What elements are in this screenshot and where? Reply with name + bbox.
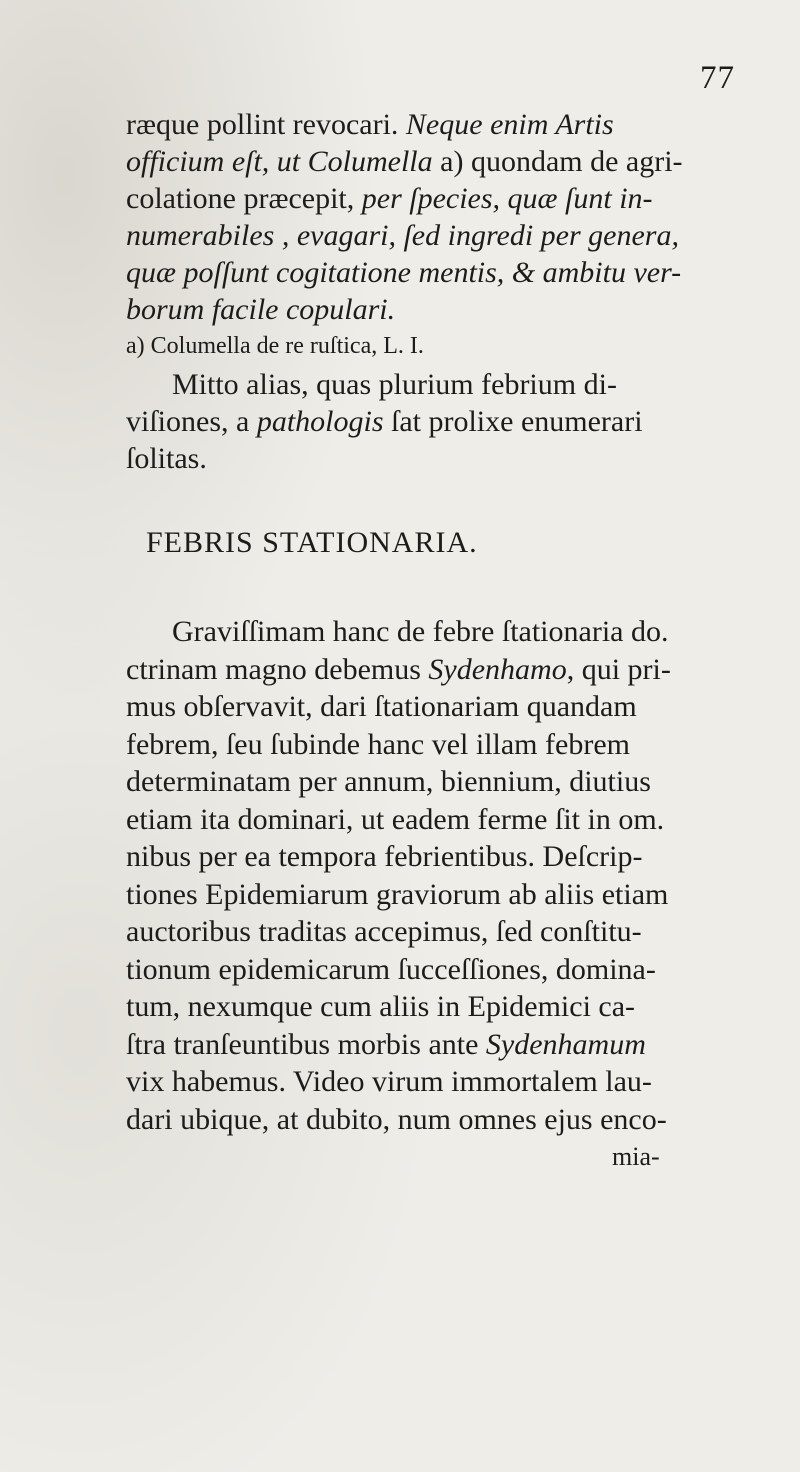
text-span: a) quondam de agri-	[432, 145, 683, 178]
text-span: ctrinam magno debemus	[126, 652, 429, 686]
text-line	[126, 1026, 756, 1064]
text-line	[126, 180, 756, 217]
text-line: determinatam per annum, biennium, diutius	[126, 765, 651, 798]
text-line: nibus per ea tempora febrientibus. Deſcrip-	[126, 840, 643, 873]
text-line: tiones Epidemiarum graviorum ab aliis etiam	[126, 877, 669, 911]
text-line: Mitto alias, quas plurium febrium di-	[172, 368, 617, 401]
italic-span: pathologis	[256, 405, 384, 438]
text-line	[126, 254, 756, 291]
text-line: Graviſſimam hanc de febre ſtationaria do.	[172, 615, 669, 648]
text-line: tum, nexumque cum aliis in Epidemici ca-	[126, 990, 636, 1023]
italic-span: officium eſt, ut Columella	[126, 145, 433, 178]
italic-span: per ſpecies, quæ ſunt in-	[361, 182, 653, 215]
text-line: ſolitas.	[126, 442, 207, 475]
italic-span: numerabiles , evagari, ſed ingredi per genera,	[126, 219, 679, 252]
text-line: etiam ita dominari, ut eadem ferme ſit in om.	[126, 802, 665, 836]
text-line	[126, 143, 756, 180]
text-line: auctoribus traditas accepimus, ſed conſtitu-	[126, 915, 642, 948]
footnote: a) Columella de re ruſtica, L. I.	[126, 333, 424, 359]
text-span: viſiones, a	[126, 405, 257, 438]
italic-span: borum facile copulari.	[126, 293, 396, 326]
page-number: 77	[700, 60, 735, 96]
italic-span: Sydenhamo	[428, 652, 567, 686]
text-span: ſat prolixe enumerari	[383, 405, 643, 438]
italic-span: quæ poſſunt cogitatione mentis, & ambitu ver-	[126, 256, 682, 289]
text-line: mus obſervavit, dari ſtationariam quandam	[126, 690, 637, 723]
text-line: tionum epidemicarum ſucceſſiones, domina-	[126, 952, 656, 986]
text-line	[126, 291, 756, 328]
text-line: dari ubique, at dubito, num omnes ejus enco-	[126, 1102, 667, 1136]
text-line	[126, 403, 756, 440]
text-line	[126, 651, 756, 689]
text-line	[126, 106, 756, 143]
text-span: , qui pri-	[566, 652, 671, 686]
text-span: ſtra tranſeuntibus morbis ante	[126, 1027, 486, 1061]
text-block	[126, 106, 756, 1175]
text-span: colatione præcepit,	[126, 182, 362, 215]
text-line: vix habemus. Video virum immortalem lau-	[126, 1065, 652, 1098]
text-span: ræque pollint revocari.	[126, 108, 406, 141]
text-line: febrem, ſeu ſubinde hanc vel illam febrem	[126, 727, 630, 761]
section-heading: FEBRIS STATIONARIA.	[146, 526, 478, 559]
italic-span: Sydenhamum	[485, 1027, 646, 1061]
catchword: mia-	[612, 1142, 660, 1171]
body-paragraph	[126, 613, 756, 1138]
text-line	[126, 217, 756, 254]
italic-span: Neque enim Artis	[405, 108, 614, 141]
